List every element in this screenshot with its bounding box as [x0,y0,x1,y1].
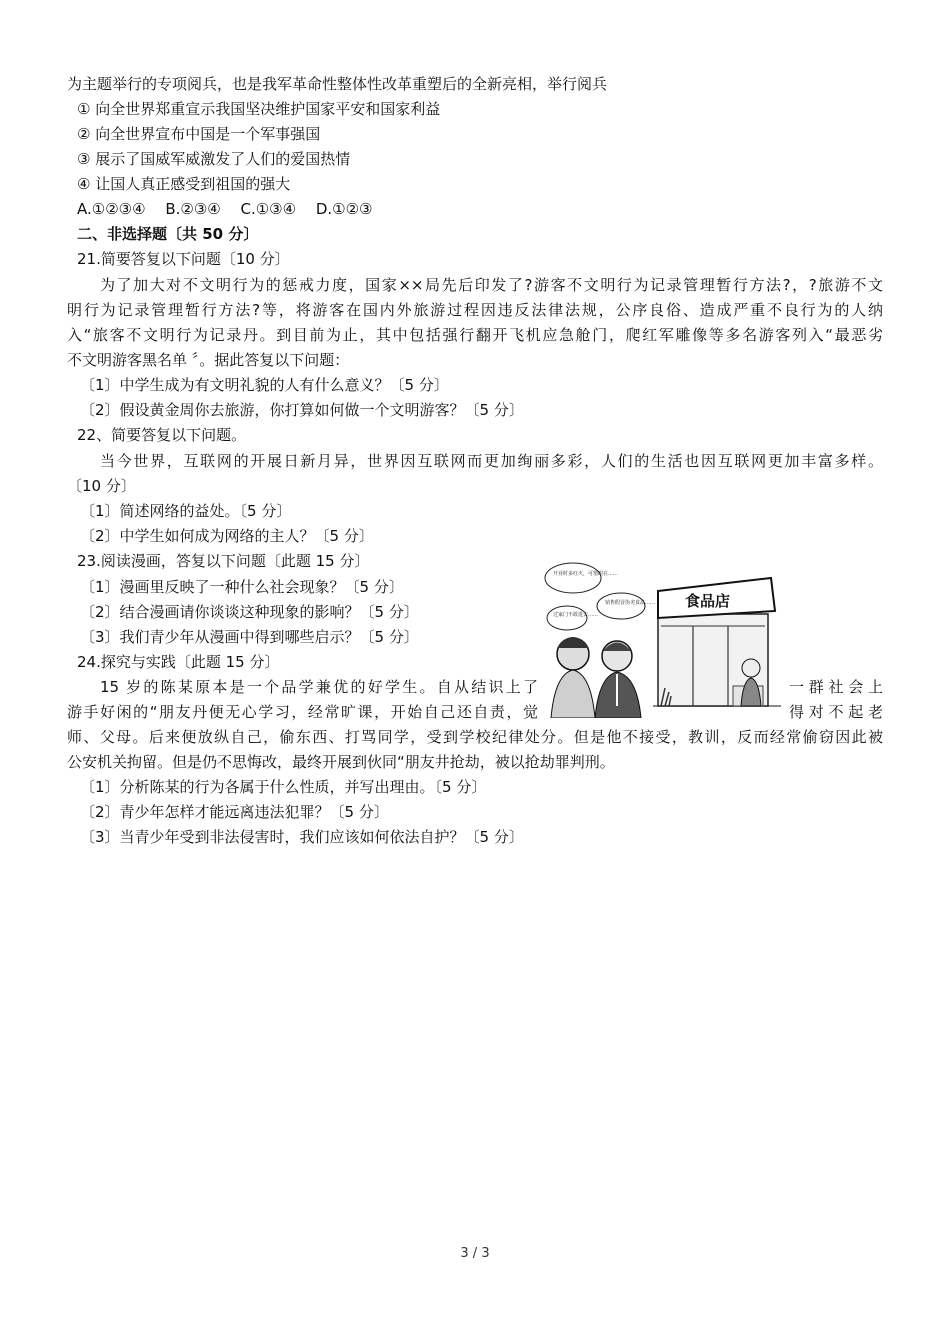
sub-question: 〔2〕结合漫画请你谈谈这种现象的影响？〔5 分〕 [80,603,419,621]
man-figure [595,641,641,718]
sub-question: 〔3〕我们青少年从漫画中得到哪些启示？〔5 分〕 [80,628,419,646]
page-number: 3 / 3 [460,1246,490,1261]
sub-question: 〔2〕青少年怎样才能远离违法犯罪？〔5 分〕 [80,803,389,821]
paragraph-line: 当今世界，互联网的开展日新月异，世界因互联网而更加绚丽多彩，人们的生活也因互联网更加丰富多样。 [100,452,883,470]
sub-question: 〔2〕假设黄金周你去旅游，你打算如何做一个文明游客？〔5 分〕 [80,401,524,419]
paragraph-line: 一群社会上 [789,678,883,696]
speech-bubble [545,563,601,593]
cartoon-illustration [543,556,783,718]
sub-question: 〔1〕简述网络的益处。〔5 分〕 [80,502,292,520]
paragraph-line: 15 岁的陈某原本是一个品学兼优的好学生。自从结识上了 [100,678,538,696]
option-line: ③ 展示了国威军威激发了人们的爱国热情 [77,150,351,168]
question-24: 24.探究与实践〔此题 15 分〕 [77,653,280,671]
question-21: 21.简要答复以下问题〔10 分〕 [77,250,290,268]
shop-sign-text: 食品店 [685,592,731,610]
bubble-text: 过家门不敢进去…… [553,612,599,618]
bubble-text: 销售假冒伪劣食品…… [605,600,656,606]
paragraph-line: 游手好闲的“朋友丹便无心学习，经常旷课，开始自己还自责，觉 [67,703,538,721]
speech-bubble [547,606,587,630]
paragraph-line: 公安机关拘留。但是仍不思悔改，最终开展到伙同“朋友井抢劫，被以抢劫罪判刑。 [67,753,615,771]
sub-question: 〔1〕中学生成为有文明礼貌的人有什么意义？〔5 分〕 [80,376,449,394]
section-heading: 二、非选择题〔共 50 分〕 [77,225,259,243]
option-line: ④ 让国人真正感受到祖国的强大 [77,175,291,193]
sub-question: 〔3〕当青少年受到非法侵害时，我们应该如何依法自护？〔5 分〕 [80,828,524,846]
sub-question: 〔1〕漫画里反映了一种什么社会现象？〔5 分〕 [80,578,404,596]
paragraph-line: 明行为记录管理暂行方法?等，将游客在国内外旅游过程因违反法律法规，公序良俗、造成严重不良行为的人纳 [67,301,883,319]
paragraph-line: 不文明游客黑名单 〞。据此答复以下问题： [67,351,350,369]
option-line: ① 向全世界郑重宣示我国坚决维护国家平安和国家利益 [77,100,441,118]
paragraph-line: 为了加大对不文明行为的惩戒力度，国家××局先后印发了?游客不文明行为记录管理暂行方法?，?旅游不文 [100,276,883,294]
sub-question: 〔2〕中学生如何成为网络的主人？〔5 分〕 [80,527,374,545]
paragraph-line: 〔10 分〕 [67,477,136,495]
paragraph-line: 师、父母。后来便放纵自己，偷东西、打骂同学，受到学校纪律处分。但是他不接受，教训，反而经常偷窃因此被 [67,728,883,746]
option-line: ② 向全世界宣布中国是一个军事强国 [77,125,321,143]
paragraph-line: 得对不起老 [789,703,883,721]
paragraph-line: 入“旅客不文明行为记录丹。到目前为止，其中包括强行翻开飞机应急舱门，爬红军雕像等多名游客列入“最恶劣 [67,326,883,344]
speech-bubble [597,593,645,619]
sub-question: 〔1〕分析陈某的行为各属于什么性质，并写出理由。〔5 分〕 [80,778,487,796]
question-23: 23.阅读漫画，答复以下问题〔此题 15 分〕 [77,552,370,570]
text-line: 为主题举行的专项阅兵，也是我军革命性整体性改革重塑后的全新亮相，举行阅兵 [67,75,608,93]
bubble-text: 开业时多红火，可惜眼在…… [553,571,619,577]
question-22: 22、简要答复以下问题。 [77,426,247,444]
answer-choices: A.①②③④ B.②③④ C.①③④ D.①②③ [77,200,373,218]
woman-figure [551,637,595,718]
